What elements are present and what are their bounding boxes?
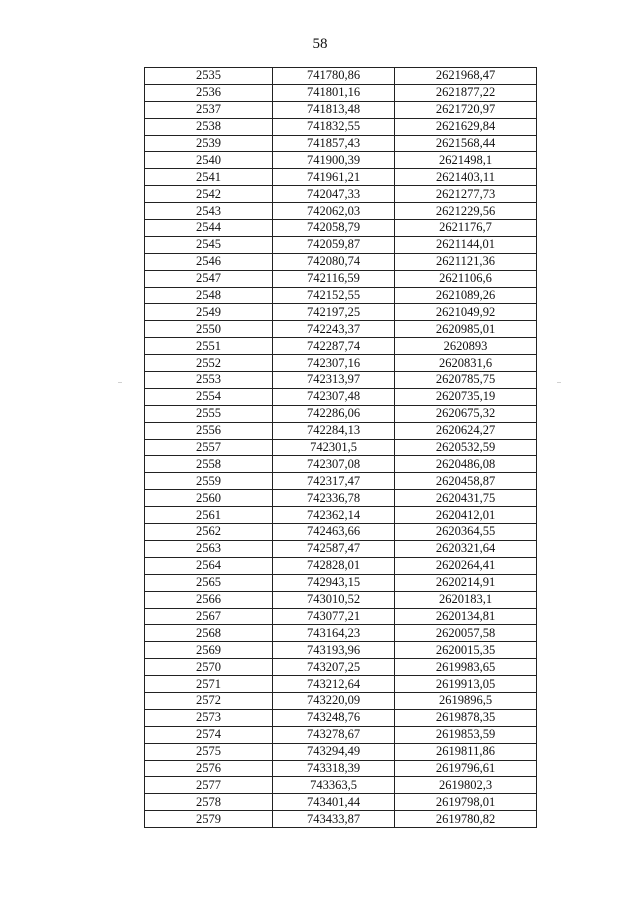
x-coordinate-cell: 742062,03 [273, 203, 395, 220]
x-coordinate-cell: 743164,23 [273, 625, 395, 642]
x-coordinate-cell: 741857,43 [273, 135, 395, 152]
y-coordinate-cell: 2620675,32 [395, 405, 537, 422]
table-row [145, 287, 537, 304]
table-row [145, 101, 537, 118]
y-coordinate-cell: 2619913,05 [395, 676, 537, 693]
point-number-cell: 2576 [145, 760, 273, 777]
point-number-cell: 2556 [145, 422, 273, 439]
x-coordinate-cell: 743207,25 [273, 659, 395, 676]
y-coordinate-cell: 2620893 [395, 338, 537, 355]
table-row [145, 794, 537, 811]
margin-mark-left: .. [118, 376, 122, 385]
x-coordinate-cell: 743294,49 [273, 743, 395, 760]
point-number-cell: 2577 [145, 777, 273, 794]
point-number-cell: 2538 [145, 118, 273, 135]
point-number-cell: 2540 [145, 152, 273, 169]
point-number-cell: 2553 [145, 372, 273, 389]
y-coordinate-cell: 2621144,01 [395, 236, 537, 253]
point-number-cell: 2547 [145, 270, 273, 287]
x-coordinate-cell: 742243,37 [273, 321, 395, 338]
point-number-cell: 2543 [145, 203, 273, 220]
x-coordinate-cell: 742307,48 [273, 388, 395, 405]
margin-mark-right: .. [557, 376, 561, 385]
x-coordinate-cell: 743433,87 [273, 811, 395, 828]
table-row [145, 760, 537, 777]
y-coordinate-cell: 2621403,11 [395, 169, 537, 186]
y-coordinate-cell: 2621106,6 [395, 270, 537, 287]
y-coordinate-cell: 2621498,1 [395, 152, 537, 169]
y-coordinate-cell: 2621877,22 [395, 84, 537, 101]
y-coordinate-cell: 2620624,27 [395, 422, 537, 439]
y-coordinate-cell: 2620264,41 [395, 557, 537, 574]
point-number-cell: 2539 [145, 135, 273, 152]
x-coordinate-cell: 742059,87 [273, 236, 395, 253]
x-coordinate-cell: 742587,47 [273, 540, 395, 557]
table-row [145, 642, 537, 659]
y-coordinate-cell: 2620735,19 [395, 388, 537, 405]
point-number-cell: 2579 [145, 811, 273, 828]
table-row [145, 388, 537, 405]
point-number-cell: 2542 [145, 186, 273, 203]
point-number-cell: 2546 [145, 253, 273, 270]
x-coordinate-cell: 743193,96 [273, 642, 395, 659]
table-row [145, 709, 537, 726]
x-coordinate-cell: 742286,06 [273, 405, 395, 422]
table-row [145, 777, 537, 794]
table-row [145, 422, 537, 439]
x-coordinate-cell: 743220,09 [273, 692, 395, 709]
table-row [145, 118, 537, 135]
table-row [145, 676, 537, 693]
table-row [145, 557, 537, 574]
table-row [145, 236, 537, 253]
table-row [145, 84, 537, 101]
x-coordinate-cell: 743212,64 [273, 676, 395, 693]
y-coordinate-cell: 2619983,65 [395, 659, 537, 676]
point-number-cell: 2566 [145, 591, 273, 608]
table-row [145, 524, 537, 541]
point-number-cell: 2537 [145, 101, 273, 118]
table-row [145, 169, 537, 186]
y-coordinate-cell: 2619802,3 [395, 777, 537, 794]
y-coordinate-cell: 2621277,73 [395, 186, 537, 203]
point-number-cell: 2544 [145, 220, 273, 237]
x-coordinate-cell: 743401,44 [273, 794, 395, 811]
y-coordinate-cell: 2621176,7 [395, 220, 537, 237]
x-coordinate-cell: 742284,13 [273, 422, 395, 439]
table-row [145, 608, 537, 625]
table-row [145, 726, 537, 743]
table-row [145, 304, 537, 321]
y-coordinate-cell: 2620532,59 [395, 439, 537, 456]
y-coordinate-cell: 2620134,81 [395, 608, 537, 625]
table-row [145, 439, 537, 456]
point-number-cell: 2571 [145, 676, 273, 693]
table-row [145, 811, 537, 828]
y-coordinate-cell: 2620364,55 [395, 524, 537, 541]
y-coordinate-cell: 2619798,01 [395, 794, 537, 811]
x-coordinate-cell: 743318,39 [273, 760, 395, 777]
y-coordinate-cell: 2619780,82 [395, 811, 537, 828]
point-number-cell: 2573 [145, 709, 273, 726]
y-coordinate-cell: 2620831,6 [395, 355, 537, 372]
x-coordinate-cell: 743077,21 [273, 608, 395, 625]
table-row [145, 152, 537, 169]
point-number-cell: 2545 [145, 236, 273, 253]
table-row [145, 270, 537, 287]
point-number-cell: 2536 [145, 84, 273, 101]
x-coordinate-cell: 742336,78 [273, 490, 395, 507]
x-coordinate-cell: 742047,33 [273, 186, 395, 203]
x-coordinate-cell: 742362,14 [273, 507, 395, 524]
point-number-cell: 2552 [145, 355, 273, 372]
y-coordinate-cell: 2620057,58 [395, 625, 537, 642]
table-row [145, 68, 537, 85]
y-coordinate-cell: 2620214,91 [395, 574, 537, 591]
y-coordinate-cell: 2619878,35 [395, 709, 537, 726]
point-number-cell: 2550 [145, 321, 273, 338]
point-number-cell: 2560 [145, 490, 273, 507]
point-number-cell: 2535 [145, 68, 273, 85]
x-coordinate-cell: 743363,5 [273, 777, 395, 794]
point-number-cell: 2569 [145, 642, 273, 659]
x-coordinate-cell: 742313,97 [273, 372, 395, 389]
table-row [145, 743, 537, 760]
table-row [145, 203, 537, 220]
point-number-cell: 2564 [145, 557, 273, 574]
y-coordinate-cell: 2620458,87 [395, 473, 537, 490]
x-coordinate-cell: 741961,21 [273, 169, 395, 186]
y-coordinate-cell: 2620785,75 [395, 372, 537, 389]
point-number-cell: 2551 [145, 338, 273, 355]
table-row [145, 659, 537, 676]
point-number-cell: 2541 [145, 169, 273, 186]
y-coordinate-cell: 2621121,36 [395, 253, 537, 270]
x-coordinate-cell: 742287,74 [273, 338, 395, 355]
point-number-cell: 2555 [145, 405, 273, 422]
x-coordinate-cell: 743278,67 [273, 726, 395, 743]
point-number-cell: 2572 [145, 692, 273, 709]
table-row [145, 405, 537, 422]
y-coordinate-cell: 2621568,44 [395, 135, 537, 152]
x-coordinate-cell: 742307,16 [273, 355, 395, 372]
y-coordinate-cell: 2620183,1 [395, 591, 537, 608]
point-number-cell: 2561 [145, 507, 273, 524]
x-coordinate-cell: 741900,39 [273, 152, 395, 169]
point-number-cell: 2575 [145, 743, 273, 760]
table-row [145, 372, 537, 389]
x-coordinate-cell: 742301,5 [273, 439, 395, 456]
y-coordinate-cell: 2621629,84 [395, 118, 537, 135]
point-number-cell: 2567 [145, 608, 273, 625]
point-number-cell: 2557 [145, 439, 273, 456]
y-coordinate-cell: 2620015,35 [395, 642, 537, 659]
point-number-cell: 2562 [145, 524, 273, 541]
x-coordinate-cell: 741813,48 [273, 101, 395, 118]
y-coordinate-cell: 2620321,64 [395, 540, 537, 557]
x-coordinate-cell: 742058,79 [273, 220, 395, 237]
y-coordinate-cell: 2621089,26 [395, 287, 537, 304]
table-row [145, 338, 537, 355]
x-coordinate-cell: 742197,25 [273, 304, 395, 321]
point-number-cell: 2578 [145, 794, 273, 811]
point-number-cell: 2549 [145, 304, 273, 321]
point-number-cell: 2568 [145, 625, 273, 642]
x-coordinate-cell: 741780,86 [273, 68, 395, 85]
x-coordinate-cell: 743010,52 [273, 591, 395, 608]
x-coordinate-cell: 742152,55 [273, 287, 395, 304]
table-row [145, 490, 537, 507]
table-row [145, 456, 537, 473]
y-coordinate-cell: 2621968,47 [395, 68, 537, 85]
page-number: 58 [312, 36, 328, 52]
y-coordinate-cell: 2621049,92 [395, 304, 537, 321]
point-number-cell: 2574 [145, 726, 273, 743]
y-coordinate-cell: 2621229,56 [395, 203, 537, 220]
table-row [145, 625, 537, 642]
table-row [145, 507, 537, 524]
x-coordinate-cell: 742943,15 [273, 574, 395, 591]
coordinates-table [144, 67, 537, 828]
x-coordinate-cell: 743248,76 [273, 709, 395, 726]
table-row [145, 473, 537, 490]
y-coordinate-cell: 2619896,5 [395, 692, 537, 709]
x-coordinate-cell: 742317,47 [273, 473, 395, 490]
x-coordinate-cell: 742116,59 [273, 270, 395, 287]
table-row [145, 540, 537, 557]
coordinates-table-body [145, 68, 537, 828]
table-row [145, 321, 537, 338]
table-row [145, 591, 537, 608]
x-coordinate-cell: 742463,66 [273, 524, 395, 541]
point-number-cell: 2570 [145, 659, 273, 676]
y-coordinate-cell: 2619853,59 [395, 726, 537, 743]
x-coordinate-cell: 742828,01 [273, 557, 395, 574]
x-coordinate-cell: 741801,16 [273, 84, 395, 101]
table-row [145, 186, 537, 203]
table-row [145, 220, 537, 237]
y-coordinate-cell: 2621720,97 [395, 101, 537, 118]
table-row [145, 355, 537, 372]
table-row [145, 135, 537, 152]
x-coordinate-cell: 741832,55 [273, 118, 395, 135]
point-number-cell: 2558 [145, 456, 273, 473]
point-number-cell: 2559 [145, 473, 273, 490]
x-coordinate-cell: 742307,08 [273, 456, 395, 473]
y-coordinate-cell: 2620486,08 [395, 456, 537, 473]
table-row [145, 574, 537, 591]
point-number-cell: 2554 [145, 388, 273, 405]
table-row [145, 253, 537, 270]
y-coordinate-cell: 2619796,61 [395, 760, 537, 777]
point-number-cell: 2563 [145, 540, 273, 557]
x-coordinate-cell: 742080,74 [273, 253, 395, 270]
y-coordinate-cell: 2620985,01 [395, 321, 537, 338]
y-coordinate-cell: 2620431,75 [395, 490, 537, 507]
point-number-cell: 2548 [145, 287, 273, 304]
table-row [145, 692, 537, 709]
y-coordinate-cell: 2620412,01 [395, 507, 537, 524]
point-number-cell: 2565 [145, 574, 273, 591]
y-coordinate-cell: 2619811,86 [395, 743, 537, 760]
